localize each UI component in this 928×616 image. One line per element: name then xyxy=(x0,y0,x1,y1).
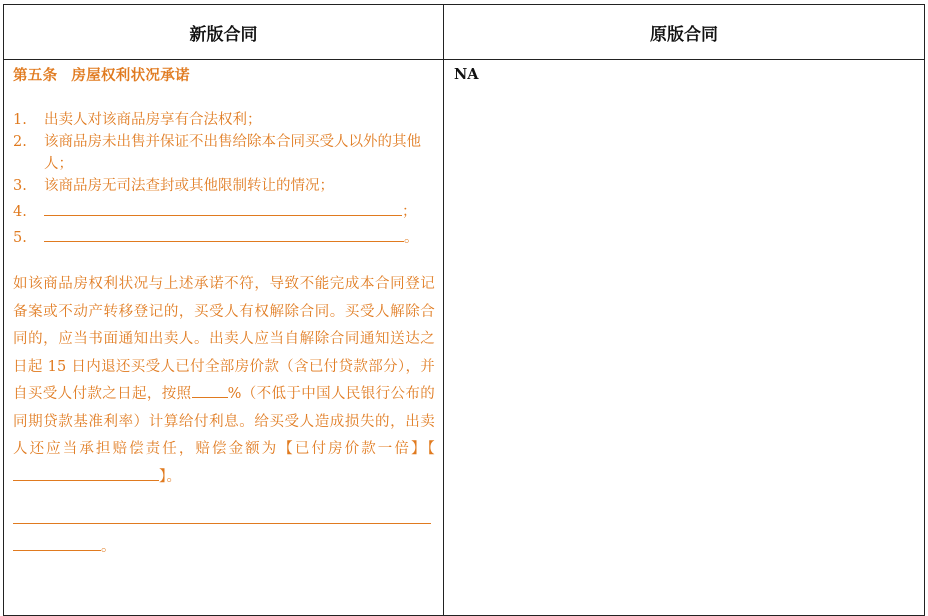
original-contract-cell xyxy=(444,60,925,616)
compensation-blank xyxy=(13,468,159,481)
article-number: 第五条 xyxy=(13,67,58,84)
article-heading: 房屋权利状况承诺 xyxy=(71,67,190,84)
list-item: 2. 该商品房未出售并保证不出售给除本合同买受人以外的其他人； xyxy=(13,134,421,172)
original-value: NA xyxy=(454,66,479,83)
additional-terms-line xyxy=(13,509,431,524)
header-new-contract: 新版合同 xyxy=(4,5,444,60)
article-title xyxy=(13,65,435,87)
fill-in-blank xyxy=(44,203,402,216)
additional-terms-line-end: 。 xyxy=(13,536,435,558)
header-original-contract: 原版合同 xyxy=(444,5,925,60)
comparison-table xyxy=(3,4,925,616)
remedy-paragraph: 如该商品房权利状况与上述承诺不符，导致不能完成本合同登记备案或不动产转移登记的，买受人有权解除合同。买受人解除合同的，应当书面通知出卖人。出卖人应当自解除合同通知送达之日起 15 日内退还买受人已付全部房价款（含已付贷款部分），并自买受人付款之日起，按照 %（不低于中国人民银行公布的同期贷款基准利率）计算给付利息。给买受人造成损失的，出卖人还应当承担赔偿责任，赔偿金额为【已付房价款一倍】【】。 xyxy=(13,276,436,485)
new-contract-cell xyxy=(4,60,444,616)
blank-list-item: 4. ； xyxy=(13,204,417,220)
blank-list-item: 5. 。 xyxy=(13,230,419,246)
list-item: 1. 出卖人对该商品房享有合法权利； xyxy=(13,112,262,128)
commitment-list xyxy=(13,109,435,249)
fill-in-blank xyxy=(44,229,404,242)
list-item: 3. 该商品房无司法查封或其他限制转让的情况； xyxy=(13,178,334,194)
interest-rate-blank xyxy=(192,385,228,398)
